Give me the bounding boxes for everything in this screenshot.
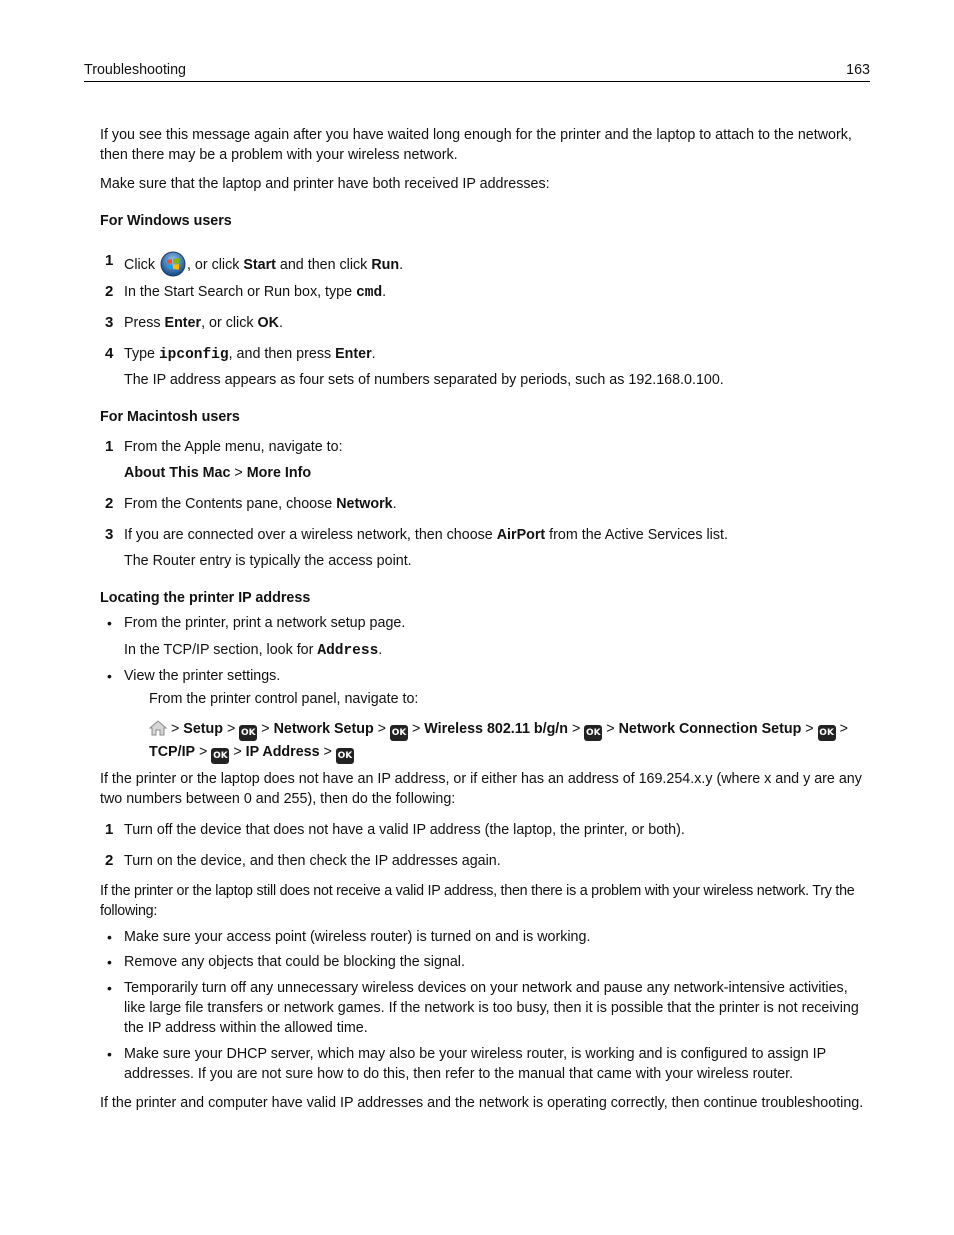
step-text: Click , or click Start and then click Run. xyxy=(124,251,872,277)
step-number: 4 xyxy=(105,345,114,362)
home-icon xyxy=(149,720,167,736)
windows-start-icon xyxy=(160,251,186,277)
step-number: 1 xyxy=(105,252,114,269)
ok-button-icon: OK xyxy=(239,725,257,741)
step-number: 2 xyxy=(105,283,114,300)
bullet: • xyxy=(107,954,112,970)
step-note: The Router entry is typically the access point. xyxy=(124,553,412,569)
bullet-text: Make sure your DHCP server, which may also be your wireless router, is working and is configured to assign IP addresses. If you are not sure how to do this, then refer to the manual that came with your wireless router. xyxy=(124,1046,826,1082)
page-header xyxy=(84,60,870,82)
bullet: • xyxy=(107,980,112,996)
locate-heading: Locating the printer IP address xyxy=(100,590,311,606)
intro-paragraph-2: Make sure that the laptop and printer have both received IP addresses: xyxy=(100,176,550,192)
mac-heading: For Macintosh users xyxy=(100,409,240,425)
ok-button-icon: OK xyxy=(390,725,408,741)
step-number: 2 xyxy=(105,495,114,512)
step-text: In the Start Search or Run box, type cmd. xyxy=(124,284,387,301)
bullet-text: From the printer, print a network setup page. xyxy=(124,615,406,631)
bullet-note: In the TCP/IP section, look for Address. xyxy=(124,642,383,659)
step-text: Press Enter, or click OK. xyxy=(124,315,283,331)
still-paragraph: If the printer or the laptop still does not receive a valid IP address, then there is a problem with your wireless network. Try the following: xyxy=(100,883,855,919)
ok-button-icon: OK xyxy=(584,725,602,741)
intro-paragraph: If you see this message again after you have waited long enough for the printer and the laptop to attach to the network, then there may be a problem with your wireless network. xyxy=(100,127,852,163)
bullet: • xyxy=(107,615,112,631)
ok-button-icon: OK xyxy=(211,748,229,764)
bullet-text: Temporarily turn off any unnecessary wireless devices on your network and pause any network-intensive activities, like large file transfers or network games. If the network is too busy, then it is possible that the printer is not receiving the IP address within the allowed time. xyxy=(124,980,859,1036)
bullet-text: Remove any objects that could be blocking the signal. xyxy=(124,954,465,970)
header-title: Troubleshooting xyxy=(84,62,186,78)
windows-heading: For Windows users xyxy=(100,213,232,229)
step-number: 3 xyxy=(105,526,114,543)
step-text: From the Contents pane, choose Network. xyxy=(124,496,397,512)
control-panel-path: > Setup > OK > Network Setup > OK > Wireless 802.11 b/g/n > OK > Network Connection Setup > OK > TCP/IP > OK > IP Address > OK xyxy=(149,718,872,764)
bullet-text: View the printer settings. xyxy=(124,668,281,684)
bullet-text: Make sure your access point (wireless router) is turned on and is working. xyxy=(124,929,591,945)
no-ip-paragraph: If the printer or the laptop does not have an IP address, or if either has an address of 169.254.x.y (where x and y are any two numbers between 0 and 255), then do the following: xyxy=(100,771,862,807)
step-text: If you are connected over a wireless network, then choose AirPort from the Active Services list. xyxy=(124,527,728,543)
step-number: 2 xyxy=(105,852,114,869)
step-text: Turn on the device, and then check the IP addresses again. xyxy=(124,853,501,869)
step-text: Turn off the device that does not have a valid IP address (the laptop, the printer, or both). xyxy=(124,822,685,838)
step-number: 1 xyxy=(105,821,114,838)
page-number: 163 xyxy=(846,62,870,78)
step-number: 3 xyxy=(105,314,114,331)
ok-button-icon: OK xyxy=(818,725,836,741)
step-text: Type ipconfig, and then press Enter. xyxy=(124,346,376,363)
closing-paragraph: If the printer and computer have valid IP addresses and the network is operating correctly, then continue troubleshooting. xyxy=(100,1095,864,1111)
mac-menu-path: About This Mac > More Info xyxy=(124,465,312,481)
bullet: • xyxy=(107,1046,112,1062)
step-note: The IP address appears as four sets of numbers separated by periods, such as 192.168.0.100. xyxy=(124,372,724,388)
bullet-note: From the printer control panel, navigate to: xyxy=(149,691,419,707)
bullet: • xyxy=(107,929,112,945)
step-text: From the Apple menu, navigate to: xyxy=(124,439,343,455)
bullet: • xyxy=(107,668,112,684)
ok-button-icon: OK xyxy=(336,748,354,764)
step-number: 1 xyxy=(105,438,114,455)
